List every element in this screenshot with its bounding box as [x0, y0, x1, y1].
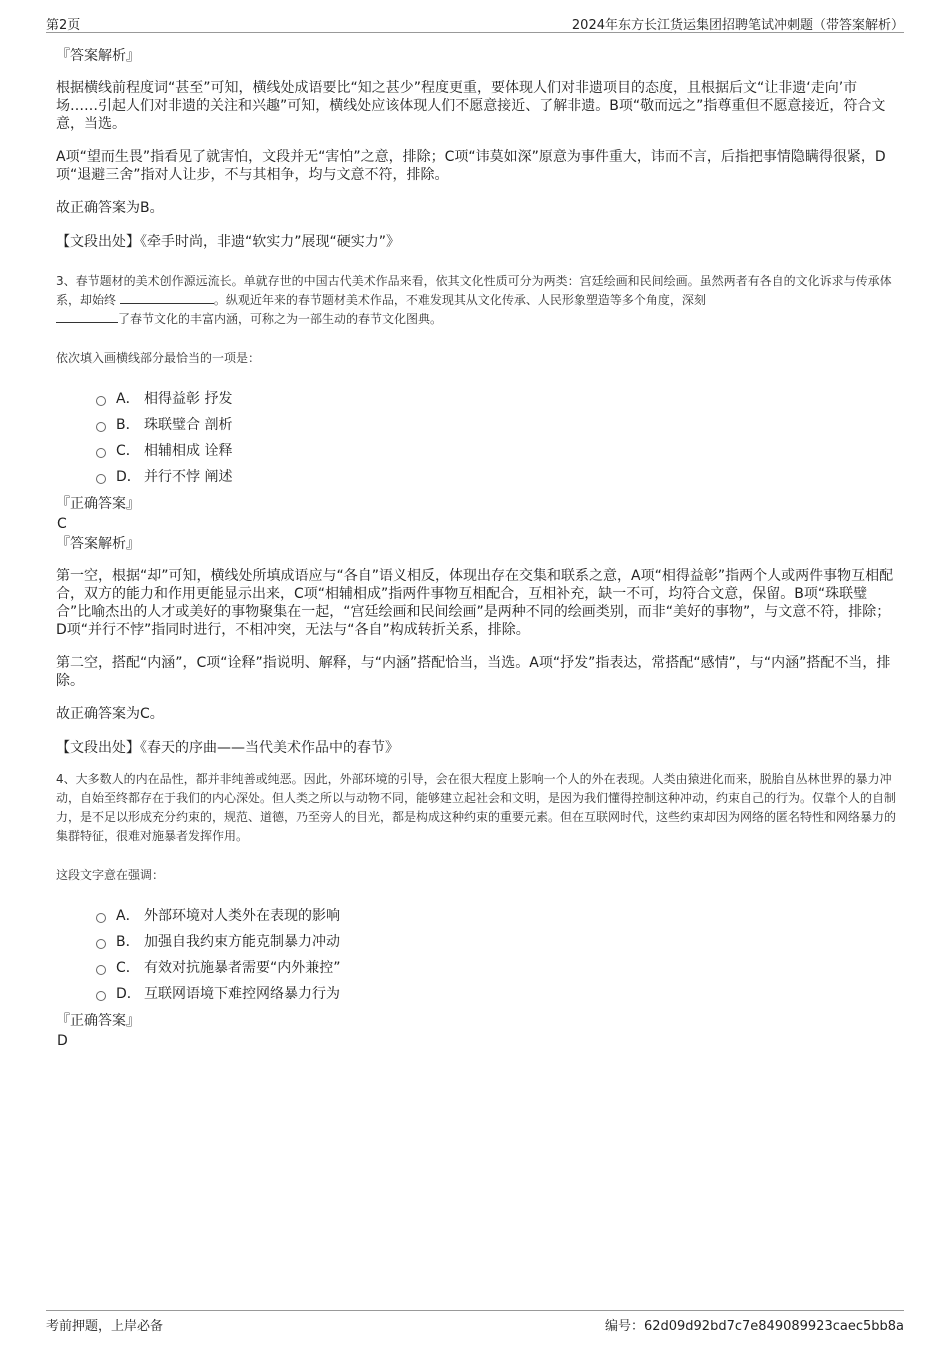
radio-icon[interactable]: [96, 396, 106, 406]
q3-option-a[interactable]: A． 相得益彰 抒发: [96, 385, 896, 411]
q3-question-text: 3、春节题材的美术创作源远流长。单就存世的中国古代美术作品来看，依其文化性质可分为两类：宫廷绘画和民间绘画。虽然两者有各自的文化诉求与传承体系，却始终 。纵观近年来的春节题材美术作品，不难发现其从文化传承、人民形象塑造等多个角度，深刻 了春节文化的丰富内涵，可称之为一部生动的春节文化图典。: [56, 274, 892, 326]
q3-prompt: 依次填入画横线部分最恰当的一项是：: [56, 351, 261, 365]
q4-option-d[interactable]: D． 互联网语境下难控网络暴力行为: [96, 980, 896, 1006]
radio-icon[interactable]: [96, 422, 106, 432]
q3-source: 【文段出处】《春天的序曲——当代美术作品中的春节》: [56, 740, 399, 756]
q2-analysis-para-2: A项“望而生畏”指看见了就害怕，文段并无“害怕”之意，排除；C项“讳莫如深”原意为事件重大，讳而不言，后指把事情隐瞒得很紧，D项“退避三舍”指对人让步，不与其相争，均与文意不符，排除。: [56, 149, 886, 183]
document-id: 编号：62d09d92bd7c7e849089923caec5bb8a: [604, 1319, 904, 1334]
q2-answer-statement: 故正确答案为B。: [56, 200, 164, 216]
q3-options: [96, 385, 896, 489]
radio-icon[interactable]: [96, 991, 106, 1001]
q3-answer: C: [57, 516, 67, 532]
q3-answer-label: 『正确答案』: [56, 496, 140, 512]
page-footer: [46, 1310, 904, 1333]
q4-option-c[interactable]: C． 有效对抗施暴者需要“内外兼控”: [96, 954, 896, 980]
q4-answer: D: [57, 1033, 68, 1049]
q3-option-d[interactable]: D． 并行不悖 阐述: [96, 463, 896, 489]
q3-answer-statement: 故正确答案为C。: [56, 706, 164, 722]
q4-options: [96, 902, 896, 1006]
q2-source: 【文段出处】《牵手时尚，非遗“软实力”展现“硬实力”》: [56, 234, 401, 250]
page-number: 第2页: [46, 18, 81, 33]
q4-option-a[interactable]: A． 外部环境对人类外在表现的影响: [96, 902, 896, 928]
q3-analysis-label: 『答案解析』: [56, 536, 140, 552]
fill-blank-2: [56, 310, 118, 323]
document-title: 2024年东方长江货运集团招聘笔试冲刺题（带答案解析）: [571, 18, 904, 33]
q4-question-text: 4、大多数人的内在品性，都并非纯善或纯恶。因此，外部环境的引导，会在很大程度上影响一个人的外在表现。人类由猿进化而来，脱胎自丛林世界的暴力冲动，自始至终都存在于我们的内心深处。但人类之所以与动物不同，能够建立起社会和文明，是因为我们懂得控制这种冲动，约束自己的行为。仅靠个人的自制力，是不足以形成充分约束的，规范、道德，乃至旁人的目光，都是构成这种约束的重要元素。但在互联网时代，这些约束却因为网络的匿名特性和网络暴力的集群特征，很难对施暴者发挥作用。: [56, 772, 897, 843]
page-header: [46, 12, 904, 33]
document-body: [56, 46, 896, 1051]
q2-analysis-para-1: 根据横线前程度词“甚至”可知，横线处成语要比“知之甚少”程度更重，要体现人们对非遗项目的态度，且根据后文“让非遗‘走向’市场……引起人们对非遗的关注和兴趣”可知，横线处应该体现人们不愿意接近、了解非遗。B项“敬而远之”指尊重但不愿意接近，符合文意，当选。: [56, 80, 886, 132]
q4-answer-label: 『正确答案』: [56, 1013, 140, 1029]
q3-analysis-para-1: 第一空，根据“却”可知，横线处所填成语应与“各自”语义相反，体现出存在交集和联系之意，A项“相得益彰”指两个人或两件事物互相配合，双方的能力和作用更能显示出来，C项“相辅相成”指两件事物互相配合，互相补充，缺一不可，均符合文意，保留。B项“珠联璧合”比喻杰出的人才或美好的事物聚集在一起，“宫廷绘画和民间绘画”是两种不同的绘画类别，而非“美好的事物”，与文意不符，排除；D项“并行不悖”指同时进行，不相冲突，无法与“各自”构成转折关系，排除。: [56, 568, 894, 638]
q2-analysis-label: 『答案解析』: [56, 48, 140, 64]
radio-icon[interactable]: [96, 474, 106, 484]
radio-icon[interactable]: [96, 913, 106, 923]
q3-option-b[interactable]: B． 珠联璧合 剖析: [96, 411, 896, 437]
q4-option-b[interactable]: B． 加强自我约束方能克制暴力冲动: [96, 928, 896, 954]
q3-option-c[interactable]: C． 相辅相成 诠释: [96, 437, 896, 463]
q4-prompt: 这段文字意在强调：: [56, 868, 165, 882]
fill-blank-1: [120, 291, 214, 304]
footer-slogan: 考前押题，上岸必备: [46, 1319, 164, 1334]
radio-icon[interactable]: [96, 965, 106, 975]
q3-analysis-para-2: 第二空，搭配“内涵”，C项“诠释”指说明、解释，与“内涵”搭配恰当，当选。A项“抒发”指表达，常搭配“感情”，与“内涵”搭配不当，排除。: [56, 655, 891, 689]
radio-icon[interactable]: [96, 448, 106, 458]
radio-icon[interactable]: [96, 939, 106, 949]
